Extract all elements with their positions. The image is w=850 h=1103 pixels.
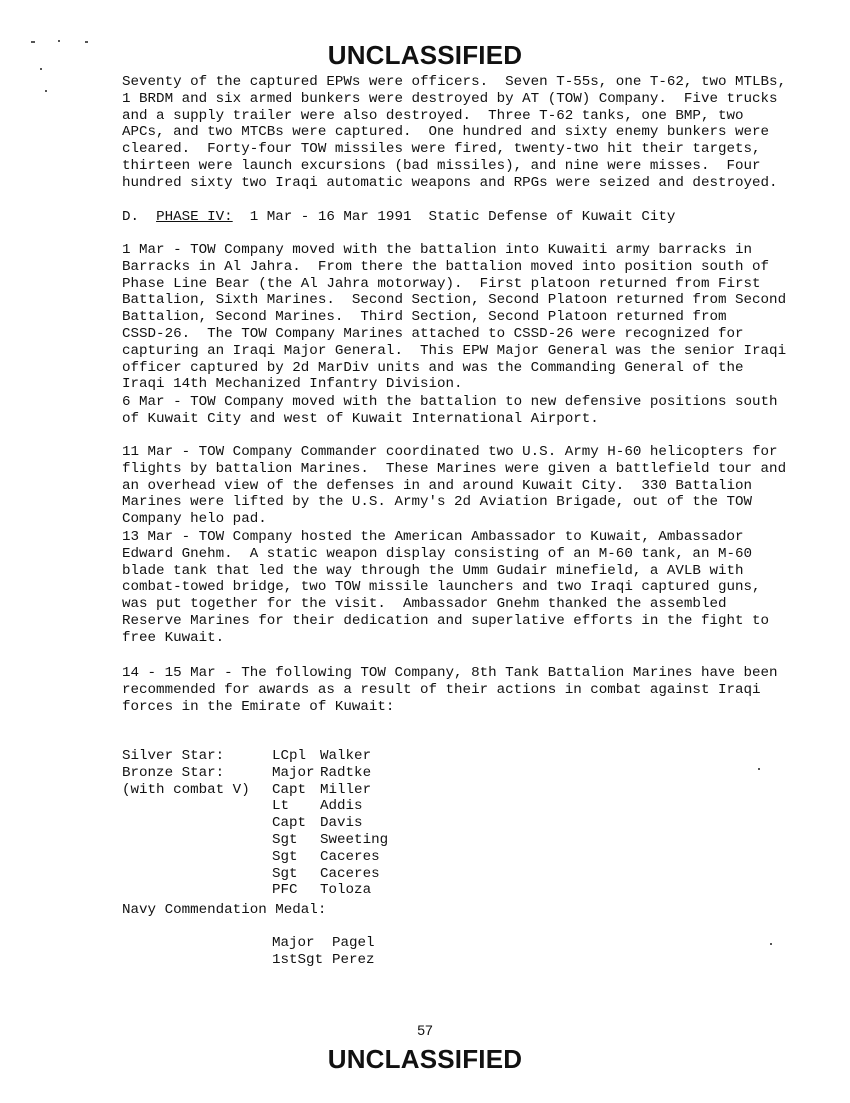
- text-line: free Kuwait.: [122, 629, 225, 646]
- summary-paragraph: [122, 74, 822, 192]
- text-line: and a supply trailer were also destroyed. Three T-62 tanks, one BMP, two: [122, 107, 744, 124]
- text-line: officer captured by 2d MarDiv units and was the Commanding General of the: [122, 359, 744, 376]
- page-number: 57: [417, 1022, 433, 1038]
- phase-text: 1 Mar - 16 Mar 1991 Static Defense of Kuwait City: [232, 209, 676, 225]
- text-line: of Kuwait City and west of Kuwait International Airport.: [122, 410, 599, 427]
- text-line: 1 BRDM and six armed bunkers were destroyed by AT (TOW) Company. Five trucks: [122, 90, 778, 107]
- text-line: blade tank that led the way through the Umm Gudair minefield, a AVLB with: [122, 562, 744, 579]
- recipient-name: Addis: [320, 798, 363, 815]
- text-line: Seventy of the captured EPWs were officers. Seven T-55s, one T-62, two MTLBs,: [122, 74, 787, 90]
- awards-list: [122, 748, 722, 900]
- recipient-name: Radtke: [320, 764, 372, 781]
- scan-speck: [85, 41, 88, 43]
- award-label-silver-star: Silver Star:: [122, 748, 225, 764]
- text-line: forces in the Emirate of Kuwait:: [122, 698, 395, 715]
- paragraph-1-mar: [122, 242, 822, 393]
- phase-prefix: D.: [122, 209, 157, 225]
- scan-speck: [31, 41, 35, 43]
- paragraph-11-mar: [122, 444, 822, 528]
- text-line: flights by battalion Marines. These Marines were given a battlefield tour and: [122, 460, 787, 477]
- text-line: Reserve Marines for their dedication and superlative efforts in the fight to: [122, 612, 770, 629]
- text-line: recommended for awards as a result of their actions in combat against Iraqi: [122, 681, 761, 698]
- recipient-name: Caceres: [320, 865, 380, 882]
- text-line: cleared. Forty-four TOW missiles were fired, twenty-two hit their targets,: [122, 141, 761, 158]
- recipient-names: [320, 748, 420, 899]
- text-line: Company helo pad.: [122, 511, 267, 528]
- recipient-rank: Sgt: [272, 831, 298, 848]
- scan-speck: [40, 68, 42, 70]
- recipient-name: Toloza: [320, 882, 372, 899]
- scan-speck: [770, 943, 772, 945]
- classification-header: UNCLASSIFIED: [327, 40, 523, 70]
- award-label-combat-v: (with combat V): [122, 781, 250, 798]
- text-line: 6 Mar - TOW Company moved with the battalion to new defensive positions south: [122, 394, 778, 410]
- text-line: an overhead view of the defenses in and around Kuwait City. 330 Battalion: [122, 477, 753, 494]
- recipient-name: Caceres: [320, 848, 380, 865]
- recipient-rank: 1stSgt: [272, 951, 324, 968]
- recipient-name: Walker: [320, 748, 372, 764]
- recipient-rank: PFC: [272, 882, 298, 899]
- text-line: Battalion, Second Marines. Third Section, Second Platoon returned from: [122, 309, 727, 326]
- text-line: capturing an Iraqi Major General. This EPW Major General was the senior Iraqi: [122, 342, 787, 359]
- text-line: Iraqi 14th Mechanized Infantry Division.: [122, 376, 463, 393]
- text-line: 14 - 15 Mar - The following TOW Company, 8th Tank Battalion Marines have been: [122, 665, 778, 681]
- recipient-rank: Major: [272, 764, 315, 781]
- text-line: hundred sixty two Iraqi automatic weapons and RPGs were seized and destroyed.: [122, 174, 778, 191]
- classification-footer: UNCLASSIFIED: [327, 1044, 523, 1074]
- text-line: Barracks in Al Jahra. From there the battalion moved into position south of: [122, 258, 770, 275]
- recipient-name: Davis: [320, 815, 363, 832]
- text-line: CSSD-26. The TOW Company Marines attached to CSSD-26 were recognized for: [122, 325, 744, 342]
- scan-speck: [758, 768, 760, 770]
- award-labels: [122, 748, 267, 798]
- recipient-rank: Major: [272, 935, 315, 951]
- award-label-bronze-star: Bronze Star:: [122, 764, 225, 781]
- text-line: combat-towed bridge, two TOW missile launchers and two Iraqi captured guns,: [122, 579, 761, 596]
- paragraph-6-mar: [122, 394, 822, 428]
- text-line: APCs, and two MTCBs were captured. One hundred and sixty enemy bunkers were: [122, 124, 770, 141]
- navy-commendation-text: Navy Commendation Medal:: [122, 902, 327, 918]
- recipient-rank: Sgt: [272, 848, 298, 865]
- text-line: 1 Mar - TOW Company moved with the battalion into Kuwaiti army barracks in: [122, 242, 753, 258]
- text-line: 11 Mar - TOW Company Commander coordinated two U.S. Army H-60 helicopters for: [122, 444, 778, 460]
- scan-speck: [45, 90, 47, 92]
- recipient-rank: Capt: [272, 815, 307, 832]
- phase-heading: [122, 209, 822, 226]
- recipient-ranks: [272, 748, 317, 899]
- navy-commendation-label: [122, 902, 822, 919]
- recipient-rank: Lt: [272, 798, 290, 815]
- text-line: Marines were lifted by the U.S. Army's 2d Aviation Brigade, out of the TOW: [122, 494, 753, 511]
- recipient-name: Perez: [332, 951, 375, 968]
- phase-label: PHASE IV:: [156, 209, 233, 225]
- text-line: thirteen were launch excursions (bad missiles), and nine were misses. Four: [122, 157, 761, 174]
- recipient-name: Miller: [320, 781, 372, 798]
- recipient-rank: LCpl: [272, 748, 307, 764]
- paragraph-13-mar: [122, 529, 822, 647]
- recipient-rank: Sgt: [272, 865, 298, 882]
- recipient-rank: Capt: [272, 781, 307, 798]
- text-line: Battalion, Sixth Marines. Second Section, Second Platoon returned from Second: [122, 292, 787, 309]
- text-line: Edward Gnehm. A static weapon display consisting of an M-60 tank, an M-60: [122, 545, 753, 562]
- text-line: was put together for the visit. Ambassador Gnehm thanked the assembled: [122, 596, 727, 613]
- scan-speck: [58, 40, 60, 42]
- recipient-name: Pagel: [332, 935, 375, 951]
- recipient-name: Sweeting: [320, 831, 389, 848]
- text-line: 13 Mar - TOW Company hosted the American Ambassador to Kuwait, Ambassador: [122, 529, 744, 545]
- navy-recipients: [122, 935, 522, 969]
- text-line: Phase Line Bear (the Al Jahra motorway). First platoon returned from First: [122, 275, 761, 292]
- paragraph-14-15-mar: [122, 665, 822, 715]
